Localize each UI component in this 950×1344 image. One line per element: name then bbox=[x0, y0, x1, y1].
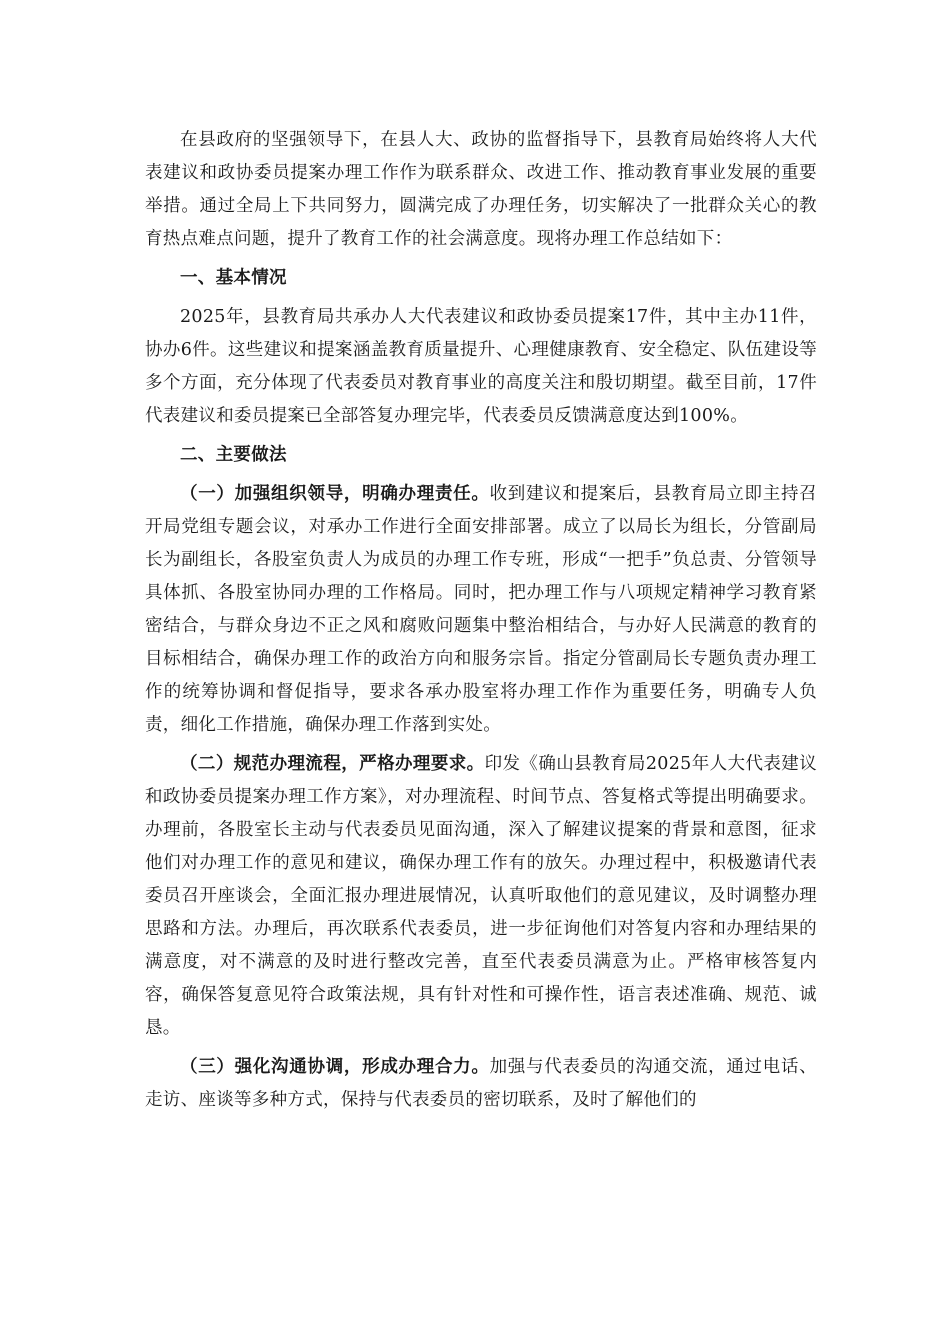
section-heading-basic: 一、基本情况 bbox=[180, 268, 287, 288]
practice-body-2: 印发《确山县教育局2025年人大代表建议和政协委员提案办理工作方案》，对办理流程、时间节点、答复格式等提出明确要求。办理前，各股室长主动与代表委员见面沟通，深入了解建议提案的背景和意图，征求他们对办理工作的意见和建议，确保办理工作有的放矢。办理过程中，积极邀请代表委员召开座谈会，全面汇报办理进展情况，认真听取他们的意见建议，及时调整办理思路和方法。办理后，再次联系代表委员，进一步征询他们对答复内容和办理结果的满意度，对不满意的及时进行整改完善，直至代表委员满意为止。严格审核答复内容，确保答复意见符合政策法规，具有针对性和可操作性，语言表述准确、规范、诚恳。 bbox=[145, 754, 817, 1038]
practice-lead-2: （二）规范办理流程，严格办理要求。 bbox=[180, 754, 485, 774]
intro-paragraph: 在县政府的坚强领导下，在县人大、政协的监督指导下，县教育局始终将人大代表建议和政协委员提案办理工作作为联系群众、改进工作、推动教育事业发展的重要举措。通过全局上下共同努力，圆满完成了办理任务，切实解决了一批群众关心的教育热点难点问题，提升了教育工作的社会满意度。现将办理工作总结如下： bbox=[145, 130, 817, 249]
section-heading-practices: 二、主要做法 bbox=[180, 445, 287, 465]
practice-body-3: 加强与代表委员的沟通交流，通过电话、走访、座谈等多种方式，保持与代表委员的密切联系，及时了解他们的 bbox=[145, 1057, 817, 1110]
document-page bbox=[145, 124, 817, 1123]
practice-paragraph-3 bbox=[145, 1051, 817, 1117]
basic-situation-paragraph: 2025年，县教育局共承办人大代表建议和政协委员提案17件，其中主办11件，协办6件。这些建议和提案涵盖教育质量提升、心理健康教育、安全稳定、队伍建设等多个方面，充分体现了代表委员对教育事业的高度关注和殷切期望。截至目前，17件代表建议和委员提案已全部答复办理完毕，代表委员反馈满意度达到100%。 bbox=[145, 307, 817, 426]
practice-lead-3: （三）强化沟通协调，形成办理合力。 bbox=[180, 1057, 490, 1077]
practice-paragraph-1 bbox=[145, 478, 817, 742]
practice-paragraph-2 bbox=[145, 748, 817, 1045]
practice-body-1: 收到建议和提案后，县教育局立即主持召开局党组专题会议，对承办工作进行全面安排部署。成立了以局长为组长，分管副局长为副组长，各股室负责人为成员的办理工作专班，形成“一把手”负总责、分管领导具体抓、各股室协同办理的工作格局。同时，把办理工作与八项规定精神学习教育紧密结合，与群众身边不正之风和腐败问题集中整治相结合，与办好人民满意的教育的目标相结合，确保办理工作的政治方向和服务宗旨。指定分管副局长专题负责办理工作的统筹协调和督促指导，要求各承办股室将办理工作作为重要任务，明确专人负责，细化工作措施，确保办理工作落到实处。 bbox=[145, 484, 817, 735]
practice-lead-1: （一）加强组织领导，明确办理责任。 bbox=[180, 484, 490, 504]
